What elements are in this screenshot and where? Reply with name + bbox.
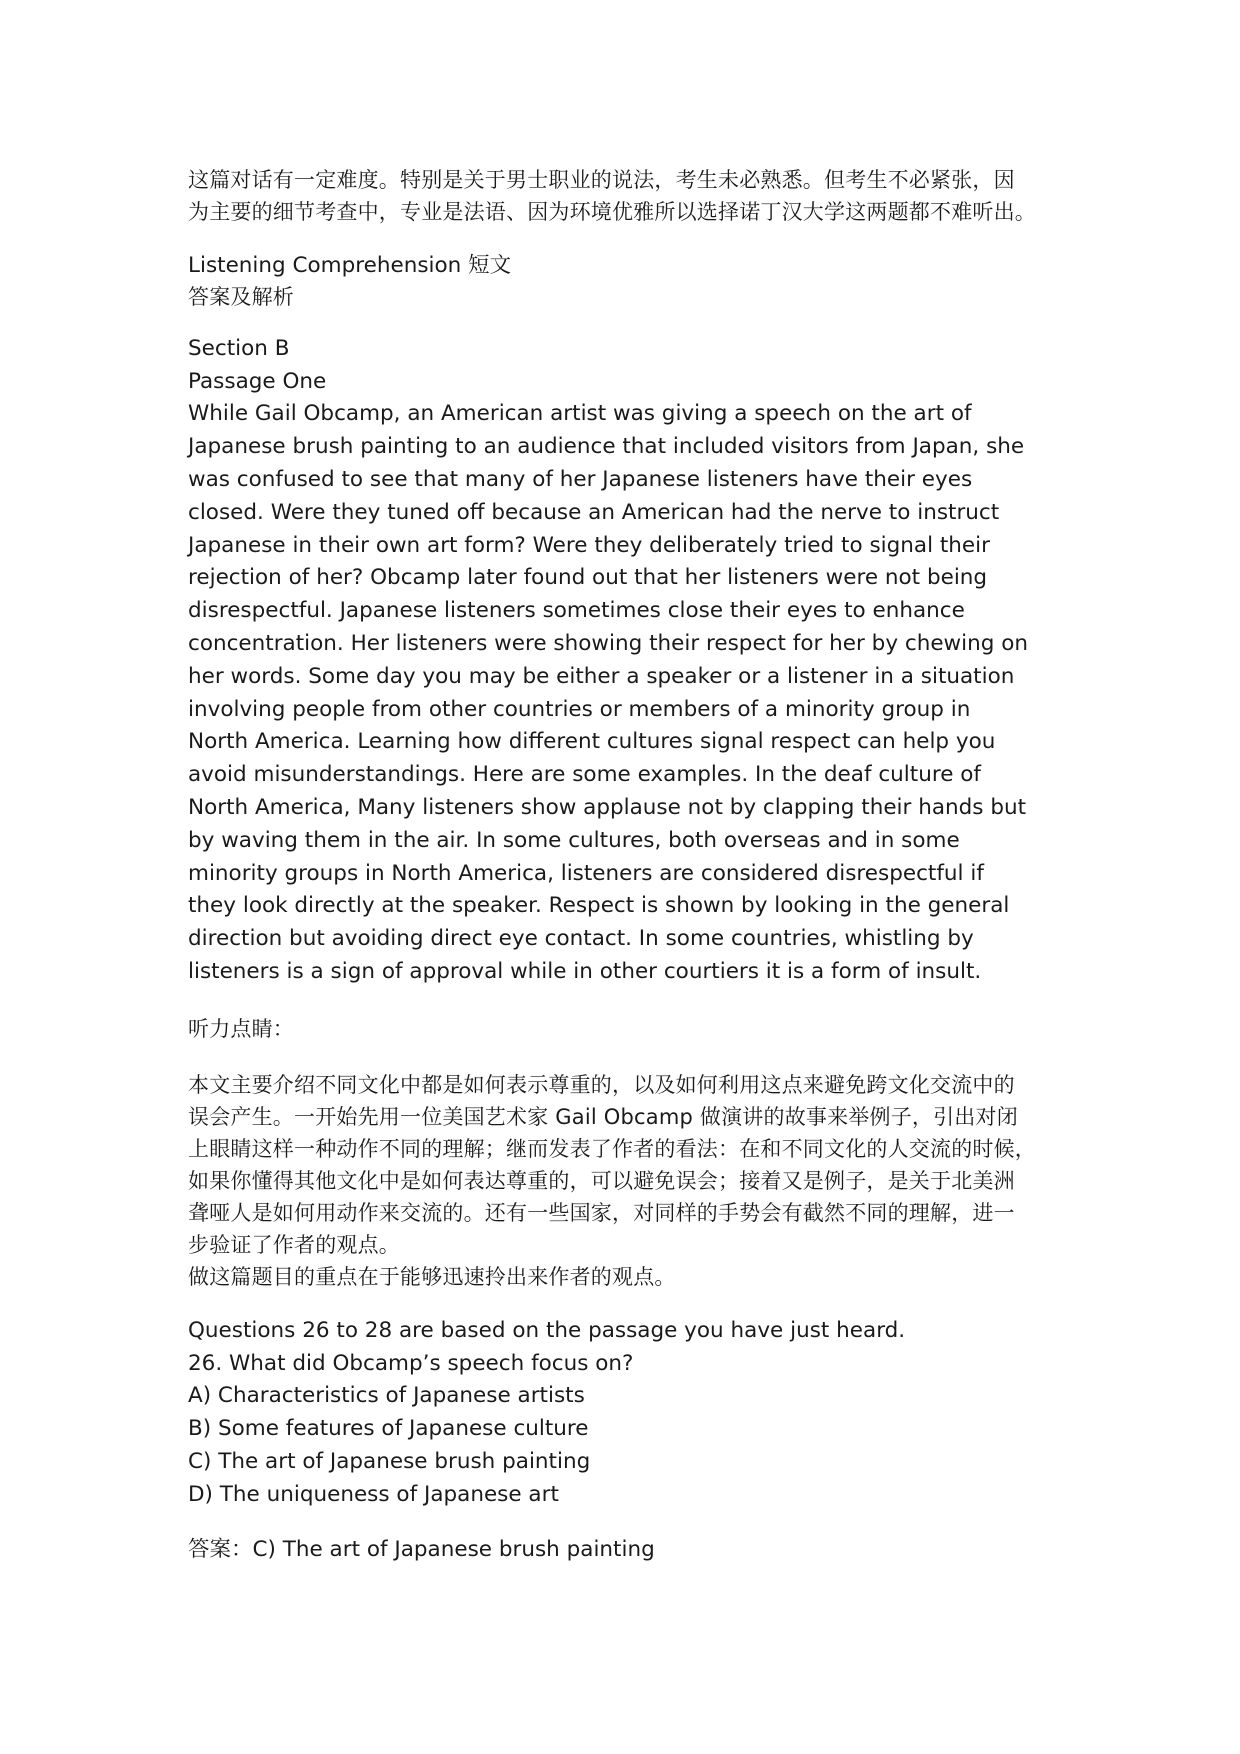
passage-line: Japanese brush painting to an audience that included visitors from Japan, she [188,434,1025,460]
answer-option: B) Some features of Japanese culture [188,1416,589,1442]
passage-line: North America. Learning how different cultures signal respect can help you [188,729,996,755]
intro-commentary [188,164,1068,228]
passage-line: direction but avoiding direct eye contact. In some countries, whistling by [188,926,974,952]
passage-line: involving people from other countries or members of a minority group in [188,696,971,722]
passage-line: minority groups in North America, listeners are considered disrespectful if [188,860,984,886]
section-label: Section B [188,335,290,361]
listening-tips-body [188,1069,1068,1293]
section-subheading: 答案及解析 [188,284,294,309]
document-page [188,164,1068,1566]
passage-line: While Gail Obcamp, an American artist was giving a speech on the art of [188,401,972,427]
passage-line: listeners is a sign of approval while in other courtiers it is a form of insult. [188,958,982,984]
passage-line: by waving them in the air. In some cultures, both overseas and in some [188,827,960,853]
passage-line: North America, Many listeners show applause not by clapping their hands but [188,794,1027,820]
passage-line: rejection of her? Obcamp later found out that her listeners were not being [188,565,988,591]
question-stem: 26. What did Obcamp’s speech focus on? [188,1350,634,1376]
passage-line: concentration. Her listeners were showing their respect for her by chewing on [188,630,1029,656]
text-line: 本文主要介绍不同文化中都是如何表示尊重的，以及如何利用这点来避免跨文化交流中的 [188,1072,1015,1097]
passage-line: was confused to see that many of her Japanese listeners have their eyes [188,466,973,492]
text-line: 如果你懂得其他文化中是如何表达尊重的，可以避免误会；接着又是例子，是关于北美洲 [188,1168,1015,1193]
text-line: 步验证了作者的观点。 [188,1232,400,1257]
passage-label: Passage One [188,368,327,394]
text-line: 这篇对话有一定难度。特别是关于男士职业的说法，考生未必熟悉。但考生不必紧张，因 [188,168,1015,192]
passage-line: disrespectful. Japanese listeners sometimes close their eyes to enhance [188,598,965,624]
answer-option: A) Characteristics of Japanese artists [188,1383,585,1409]
answer-option: C) The art of Japanese brush painting [188,1448,591,1474]
questions-block [188,1315,1068,1512]
questions-intro: Questions 26 to 28 are based on the passage you have just heard. [188,1317,906,1343]
passage-line: avoid misunderstandings. Here are some examples. In the deaf culture of [188,762,981,788]
passage-line: her words. Some day you may be either a speaker or a listener in a situation [188,663,1015,689]
heading-block [188,250,1068,311]
answer-option: D) The uniqueness of Japanese art [188,1481,559,1507]
text-line: 为主要的细节考查中，专业是法语、因为环境优雅所以选择诺丁汉大学这两题都不难听出。 [188,200,1036,224]
passage-line: closed. Were they tuned off because an American had the nerve to instruct [188,499,1000,525]
text-line: 上眼睛这样一种动作不同的理解；继而发表了作者的看法：在和不同文化的人交流的时候， [188,1136,1036,1161]
listening-tips-label: 听力点睛： [188,1016,294,1041]
text-line: 误会产生。一开始先用一位美国艺术家 Gail Obcamp 做演讲的故事来举例子，引出对闭 [188,1104,1018,1129]
answer-line: 答案：C) The art of Japanese brush painting [188,1536,655,1562]
text-line: 聋哑人是如何用动作来交流的。还有一些国家，对同样的手势会有截然不同的理解，进一 [188,1200,1015,1225]
passage-line: they look directly at the speaker. Respect is shown by looking in the general [188,893,1010,919]
section-heading: Listening Comprehension 短文 [188,253,512,278]
passage-block [188,333,1068,989]
text-line: 做这篇题目的重点在于能够迅速拎出来作者的观点。 [188,1264,676,1289]
passage-line: Japanese in their own art form? Were they deliberately tried to signal their [188,532,990,558]
